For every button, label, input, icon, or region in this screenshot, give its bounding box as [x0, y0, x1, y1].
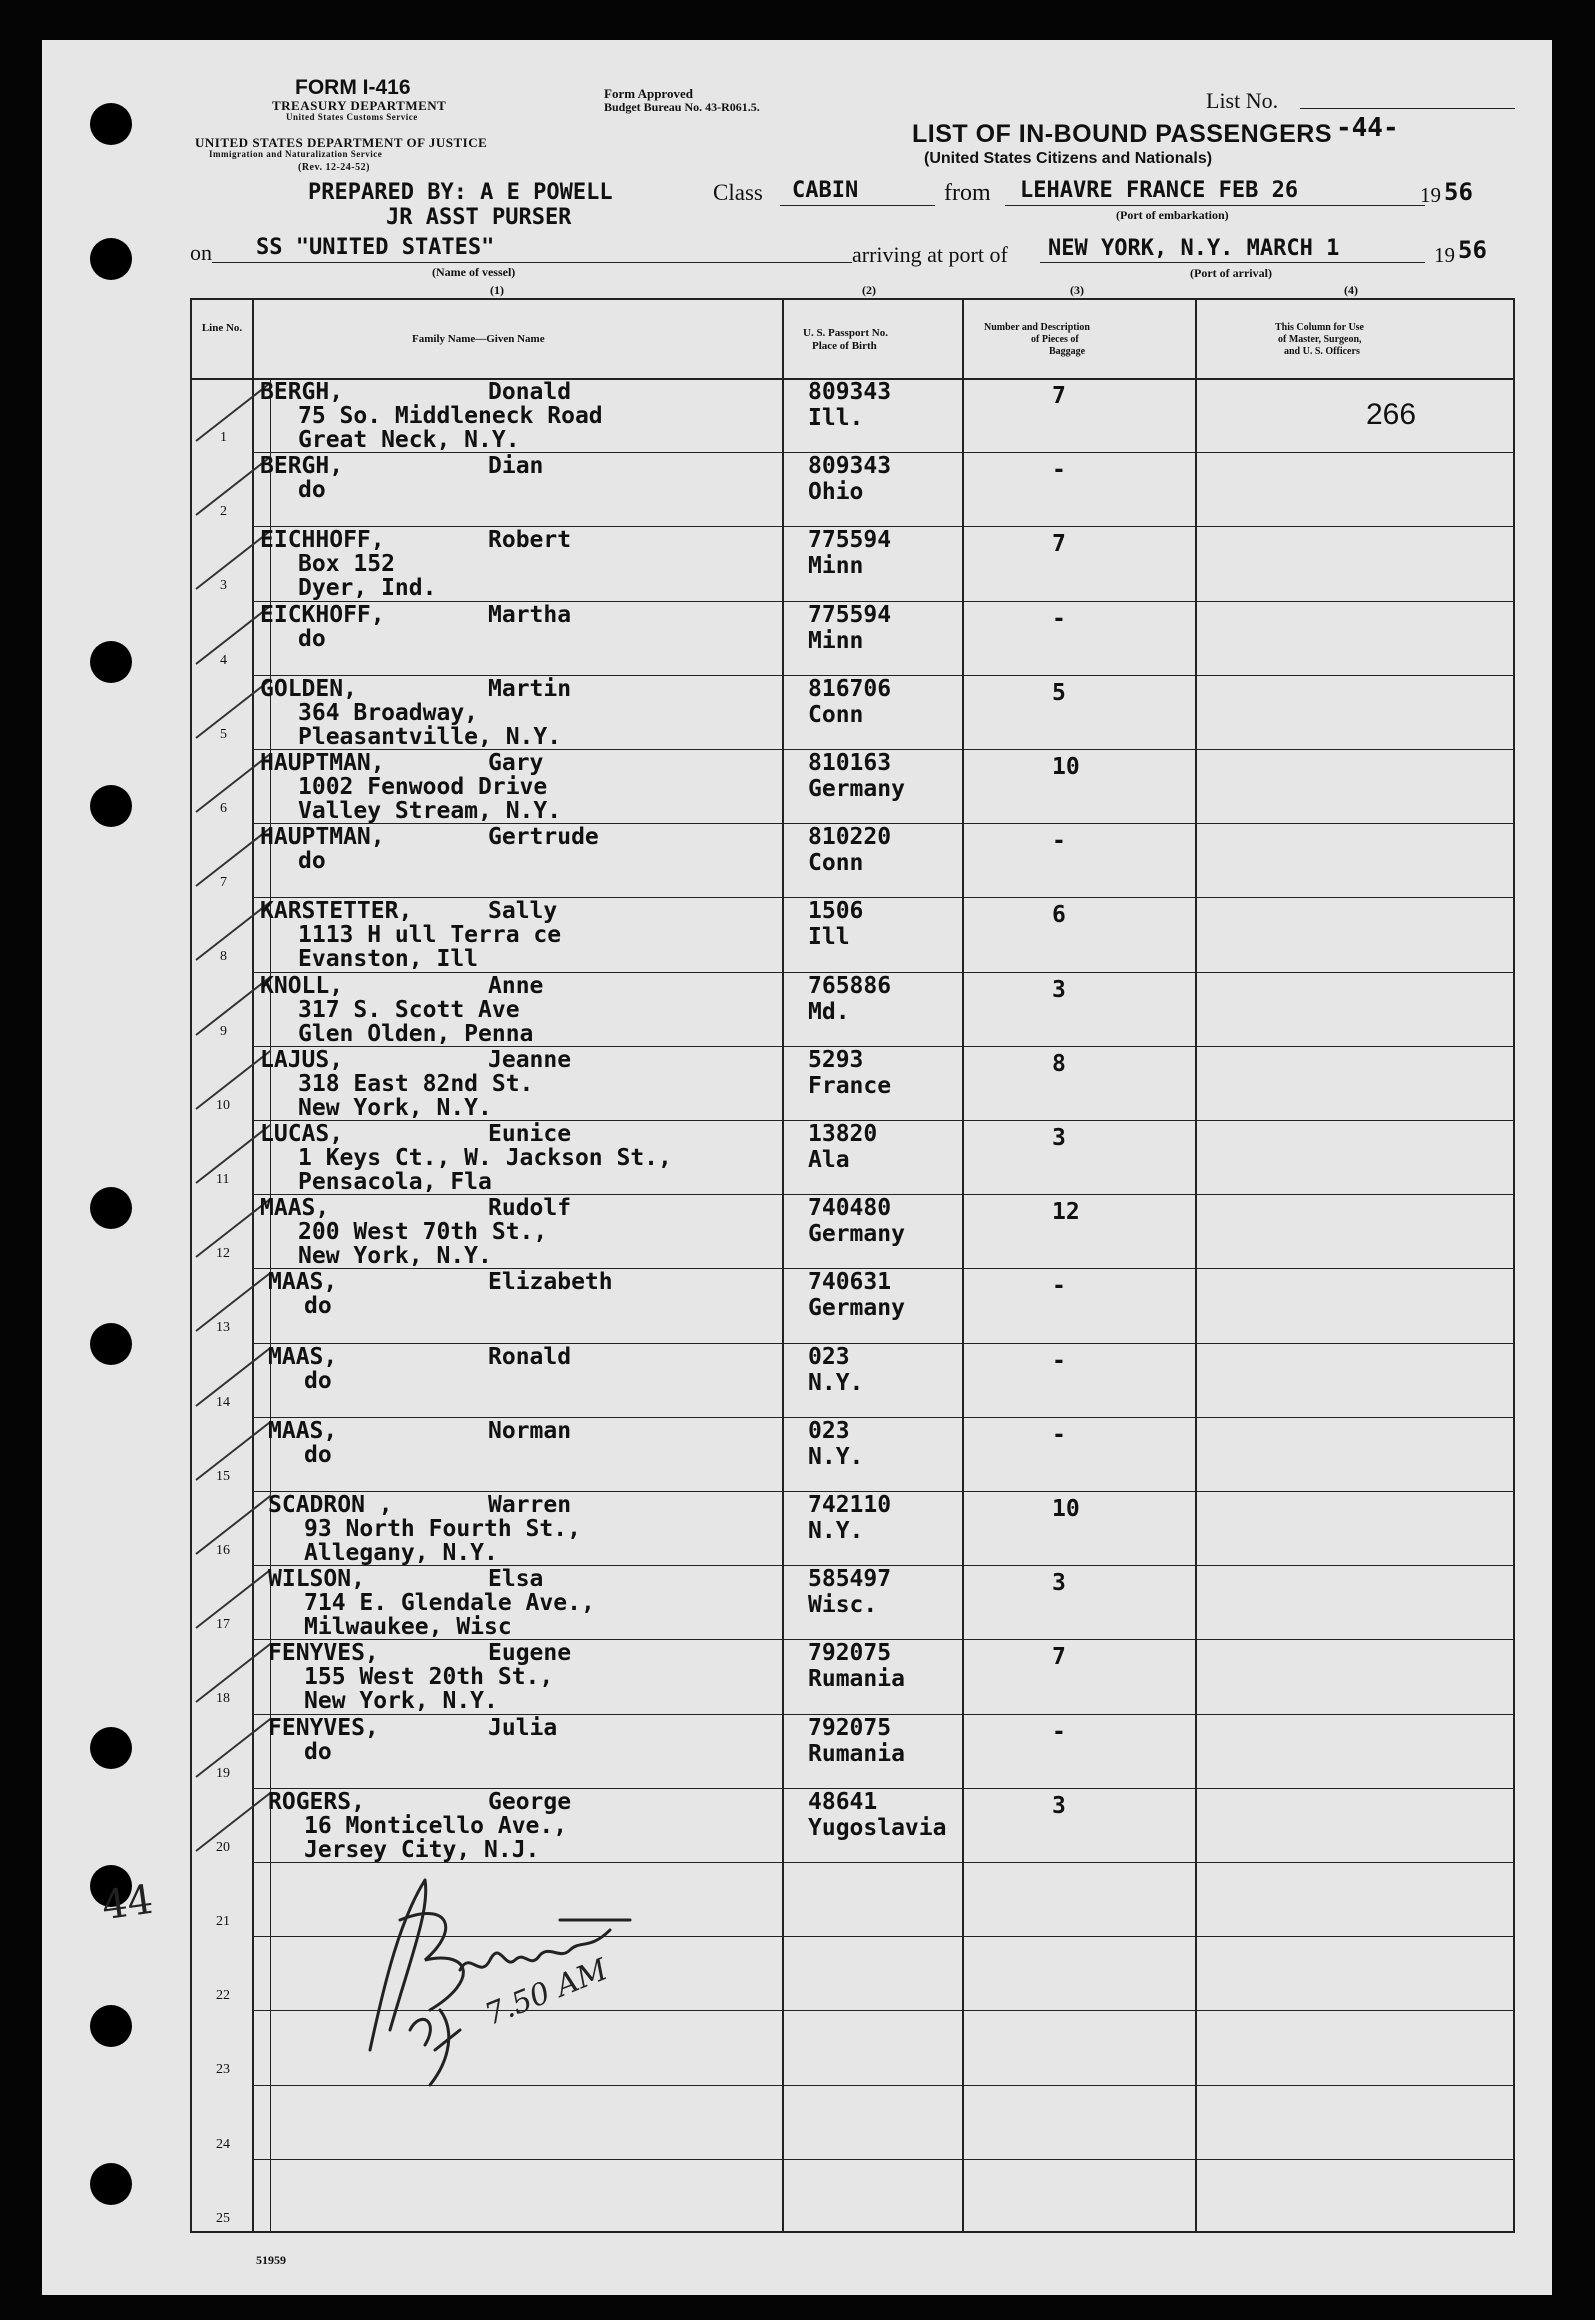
- given-name: Elizabeth: [488, 1269, 613, 1296]
- row-rule: [252, 2159, 1515, 2160]
- arrival-rule: [1040, 262, 1425, 263]
- address-line-1: 155 West 20th St.,: [304, 1664, 554, 1691]
- form-title: LIST OF IN-BOUND PASSENGERS: [912, 120, 1333, 148]
- arrival-year-prefix: 19: [1434, 243, 1455, 267]
- col-header-passport-1: U. S. Passport No.: [803, 327, 888, 339]
- place-of-birth: Minn: [808, 553, 864, 580]
- col-header-passport-2: Place of Birth: [812, 340, 877, 352]
- line-number: 9: [220, 1023, 227, 1039]
- family-name: MAAS,: [268, 1343, 338, 1370]
- family-name: ROGERS,: [268, 1788, 365, 1815]
- arrival-port: NEW YORK, N.Y. MARCH 1: [1048, 236, 1340, 261]
- address-line-1: 1113 H ull Terra ce: [298, 922, 562, 949]
- signature-time: 7.50 AM: [480, 1952, 613, 2033]
- punch-hole: [90, 1187, 132, 1229]
- col-number-1: (1): [490, 283, 504, 297]
- col-divider-baggage: [1195, 298, 1197, 2233]
- line-number: 21: [216, 1914, 230, 1929]
- passport-number: 740480: [808, 1195, 892, 1222]
- line-number: 22: [216, 1988, 230, 2004]
- given-name: Norman: [488, 1417, 572, 1444]
- officer-signature: [330, 1860, 730, 2090]
- line-number: 18: [216, 1691, 230, 1707]
- baggage-count: 3: [1052, 1570, 1066, 1597]
- line-number: 1: [220, 430, 227, 445]
- family-name: FENYVES,: [268, 1714, 379, 1741]
- dept-customs: United States Customs Service: [286, 112, 418, 122]
- line-number: 7: [220, 875, 227, 891]
- passport-number: 585497: [808, 1566, 892, 1593]
- baggage-count: 7: [1052, 383, 1066, 409]
- address-line-2: Evanston, Ill: [298, 946, 479, 973]
- list-no-rule: [1300, 108, 1515, 109]
- form-subtitle: (United States Citizens and Nationals): [924, 150, 1213, 167]
- address-line-1: 200 West 70th St.,: [298, 1219, 548, 1246]
- address-line-1: 16 Monticello Ave.,: [304, 1812, 568, 1839]
- line-number: 3: [220, 578, 227, 594]
- col-divider-line-inner: [270, 378, 271, 2233]
- address-line-1: do: [304, 1293, 332, 1320]
- given-name: Elsa: [488, 1566, 544, 1593]
- line-number: 24: [216, 2136, 230, 2152]
- punch-hole: [90, 2163, 132, 2205]
- col-header-officers-3: and U. S. Officers: [1284, 346, 1360, 357]
- baggage-count: 6: [1052, 902, 1066, 929]
- passport-number: 48641: [808, 1788, 878, 1815]
- line-number: 12: [216, 1246, 230, 1262]
- passport-number: 740631: [808, 1269, 892, 1296]
- punch-hole: [90, 1323, 132, 1365]
- address-line-1: do: [304, 1367, 332, 1394]
- line-number: 11: [216, 1172, 230, 1187]
- baggage-count: -: [1052, 457, 1066, 484]
- line-number: 15: [216, 1468, 230, 1484]
- passport-number: 1506: [808, 898, 864, 925]
- passport-number: 775594: [808, 601, 892, 628]
- baggage-count: -: [1052, 828, 1066, 855]
- passport-number: 765886: [808, 972, 892, 999]
- baggage-count: -: [1052, 1421, 1066, 1448]
- place-of-birth: Germany: [808, 776, 905, 802]
- given-name: Martin: [488, 675, 572, 702]
- place-of-birth: N.Y.: [808, 1443, 864, 1470]
- line-number: 17: [216, 1617, 230, 1633]
- line-number: 10: [216, 1097, 230, 1113]
- baggage-count: 8: [1052, 1050, 1066, 1077]
- passport-number: 792075: [808, 1640, 892, 1667]
- address-line-2: Great Neck, N.Y.: [298, 427, 520, 453]
- line-number: 16: [216, 1543, 230, 1558]
- place-of-birth: Rumania: [808, 1740, 905, 1767]
- col-header-line-no: [198, 322, 246, 334]
- place-of-birth: Yugoslavia: [808, 1814, 947, 1841]
- family-name: MAAS,: [268, 1417, 338, 1444]
- row-rule: [252, 1788, 1515, 1789]
- family-name: HAUPTMAN,: [260, 750, 385, 776]
- place-of-birth: Ala: [808, 1147, 850, 1173]
- vessel-caption: (Name of vessel): [432, 265, 516, 279]
- line-number: 20: [216, 1839, 230, 1855]
- col-number-4: (4): [1344, 283, 1358, 297]
- family-name: SCADRON ,: [268, 1492, 393, 1518]
- place-of-birth: France: [808, 1072, 892, 1099]
- place-of-birth: Ohio: [808, 479, 864, 506]
- passport-number: 792075: [808, 1714, 892, 1741]
- family-name: BERGH,: [260, 379, 344, 405]
- given-name: George: [488, 1788, 572, 1815]
- given-name: Eunice: [488, 1121, 572, 1147]
- line-number: 4: [220, 652, 227, 668]
- family-name: MAAS,: [260, 1195, 330, 1222]
- line-number: 19: [216, 1765, 230, 1781]
- passport-number: 5293: [808, 1046, 864, 1073]
- baggage-count: -: [1052, 1273, 1066, 1300]
- passport-number: 810163: [808, 750, 892, 776]
- baggage-count: -: [1052, 605, 1066, 632]
- officer-note: 266: [1366, 398, 1417, 431]
- form-number: FORM I-416: [295, 76, 411, 99]
- vessel-rule: [212, 262, 852, 263]
- address-line-1: 317 S. Scott Ave: [298, 996, 520, 1023]
- port-of-embarkation-caption: (Port of embarkation): [1116, 208, 1229, 222]
- form-revision: (Rev. 12-24-52): [298, 162, 370, 173]
- address-line-1: 1 Keys Ct., W. Jackson St.,: [298, 1145, 672, 1171]
- given-name: Jeanne: [488, 1046, 572, 1073]
- col-divider-name: [782, 298, 784, 2233]
- punch-hole: [90, 238, 132, 280]
- place-of-birth: Rumania: [808, 1666, 905, 1693]
- col-header-baggage-1: Number and Description: [984, 322, 1090, 333]
- address-line-2: New York, N.Y.: [298, 1094, 492, 1121]
- address-line-1: do: [304, 1441, 332, 1468]
- col-divider-passport: [962, 298, 964, 2233]
- passport-number: 775594: [808, 527, 892, 554]
- arrival-year: 56: [1458, 236, 1487, 264]
- baggage-count: 3: [1052, 976, 1066, 1003]
- address-line-1: Box 152: [298, 551, 395, 578]
- address-line-1: do: [304, 1738, 332, 1765]
- given-name: Dian: [488, 453, 544, 480]
- address-line-2: Dyer, Ind.: [298, 575, 437, 602]
- from-year-prefix: 19: [1420, 183, 1441, 207]
- line-number: 25: [216, 2210, 230, 2226]
- line-number: 6: [220, 801, 227, 816]
- col-header-baggage-3: Baggage: [1049, 346, 1086, 357]
- family-name: GOLDEN,: [260, 675, 357, 702]
- place-of-birth: Conn: [808, 701, 864, 728]
- address-line-1: 75 So. Middleneck Road: [298, 403, 603, 429]
- line-number: 2: [220, 504, 227, 520]
- line-number: 14: [216, 1394, 230, 1410]
- family-name: LAJUS,: [260, 1046, 344, 1073]
- baggage-count: -: [1052, 1718, 1066, 1745]
- given-name: Warren: [488, 1492, 572, 1518]
- col-header-name: Family Name—Given Name: [412, 333, 545, 345]
- family-name: HAUPTMAN,: [260, 824, 385, 851]
- vessel-name: SS "UNITED STATES": [256, 235, 495, 260]
- from-label: from: [944, 180, 991, 206]
- class-rule: [780, 205, 935, 206]
- class-label: Class: [713, 180, 763, 205]
- given-name: Martha: [488, 601, 572, 628]
- given-name: Donald: [488, 379, 572, 405]
- punch-hole: [90, 1727, 132, 1769]
- family-name: BERGH,: [260, 453, 344, 480]
- place-of-birth: Conn: [808, 850, 864, 877]
- col-number-3: (3): [1070, 283, 1084, 297]
- baggage-count: 3: [1052, 1125, 1066, 1151]
- row-rule: [252, 1046, 1515, 1047]
- address-line-2: New York, N.Y.: [298, 1243, 492, 1270]
- given-name: Robert: [488, 527, 572, 554]
- address-line-2: Pensacola, Fla: [298, 1169, 492, 1195]
- col-number-2: (2): [862, 283, 876, 297]
- margin-note: 44: [99, 1876, 156, 1930]
- place-of-birth: Md.: [808, 998, 850, 1025]
- port-of-arrival-caption: (Port of arrival): [1190, 266, 1272, 280]
- col-header-baggage-2: of Pieces of: [1031, 334, 1079, 345]
- line-number: 13: [216, 1320, 230, 1336]
- place-of-birth: Germany: [808, 1295, 905, 1322]
- place-of-birth: N.Y.: [808, 1518, 864, 1544]
- baggage-count: 12: [1052, 1199, 1080, 1226]
- passport-number: 13820: [808, 1121, 878, 1147]
- line-number: 23: [216, 2062, 230, 2078]
- passport-number: 809343: [808, 453, 892, 480]
- on-label: on: [190, 240, 212, 265]
- place-of-birth: N.Y.: [808, 1369, 864, 1396]
- address-line-1: do: [298, 625, 326, 652]
- passport-number: 810220: [808, 824, 892, 851]
- baggage-count: 5: [1052, 679, 1066, 706]
- family-name: KARSTETTER,: [260, 898, 413, 925]
- place-of-birth: Germany: [808, 1221, 905, 1248]
- row-rule: [252, 1417, 1515, 1418]
- passport-number: 023: [808, 1343, 850, 1370]
- dept-treasury: TREASURY DEPARTMENT: [272, 98, 447, 113]
- given-name: Gertrude: [488, 824, 599, 851]
- punch-hole: [90, 785, 132, 827]
- address-line-2: Glen Olden, Penna: [298, 1020, 534, 1047]
- baggage-count: -: [1052, 1347, 1066, 1374]
- address-line-1: 93 North Fourth St.,: [304, 1516, 581, 1542]
- col-header-officers-1: This Column for Use: [1275, 322, 1364, 333]
- punch-hole: [90, 103, 132, 145]
- baggage-count: 7: [1052, 1644, 1066, 1671]
- address-line-1: 714 E. Glendale Ave.,: [304, 1590, 595, 1617]
- prepared-by: PREPARED BY: A E POWELL: [308, 180, 613, 205]
- line-number: 5: [220, 726, 227, 742]
- row-rule: [252, 897, 1515, 898]
- class-value: CABIN: [792, 178, 859, 203]
- footer-code: 51959: [256, 2253, 286, 2267]
- passport-number: 809343: [808, 379, 892, 405]
- given-name: Julia: [488, 1714, 558, 1741]
- address-line-2: Allegany, N.Y.: [304, 1540, 498, 1566]
- given-name: Eugene: [488, 1640, 572, 1667]
- address-line-1: 318 East 82nd St.: [298, 1070, 534, 1097]
- address-line-2: Jersey City, N.J.: [304, 1836, 540, 1863]
- address-line-1: do: [298, 477, 326, 504]
- dept-justice: UNITED STATES DEPARTMENT OF JUSTICE: [195, 135, 488, 150]
- baggage-count: 10: [1052, 754, 1080, 780]
- list-no-label: List No.: [1206, 88, 1279, 113]
- family-name: MAAS,: [268, 1269, 338, 1296]
- address-line-2: New York, N.Y.: [304, 1688, 498, 1715]
- given-name: Rudolf: [488, 1195, 572, 1222]
- dept-immigration: Immigration and Naturalization Service: [209, 149, 383, 159]
- row-rule: [252, 1343, 1515, 1344]
- approval-line-1: Form Approved: [604, 86, 693, 101]
- passport-number: 023: [808, 1417, 850, 1444]
- family-name: EICKHOFF,: [260, 601, 385, 628]
- address-line-2: Milwaukee, Wisc: [304, 1614, 512, 1641]
- from-rule: [1005, 205, 1425, 206]
- line-number: 8: [220, 949, 227, 965]
- address-line-2: Pleasantville, N.Y.: [298, 723, 562, 750]
- col-header-officers-2: of Master, Surgeon,: [1278, 334, 1362, 345]
- given-name: Ronald: [488, 1343, 572, 1370]
- place-of-birth: Wisc.: [808, 1592, 878, 1619]
- given-name: Anne: [488, 972, 544, 999]
- punch-hole: [90, 2005, 132, 2047]
- address-line-1: do: [298, 848, 326, 875]
- given-name: Gary: [488, 750, 544, 776]
- address-line-2: Valley Stream, N.Y.: [298, 798, 562, 824]
- col-header-line-no-text: Line No.: [201, 322, 243, 334]
- approval-line-2: Budget Bureau No. 43-R061.5.: [604, 100, 760, 114]
- punch-hole: [90, 641, 132, 683]
- family-name: FENYVES,: [268, 1640, 379, 1667]
- family-name: WILSON,: [268, 1566, 365, 1593]
- from-year: 56: [1444, 178, 1473, 206]
- family-name: EICHHOFF,: [260, 527, 385, 554]
- from-value: LEHAVRE FRANCE FEB 26: [1020, 178, 1299, 203]
- address-line-1: 1002 Fenwood Drive: [298, 774, 548, 800]
- address-line-1: 364 Broadway,: [298, 699, 479, 726]
- family-name: KNOLL,: [260, 972, 344, 999]
- col-divider-line: [252, 298, 254, 2233]
- given-name: Sally: [488, 898, 558, 925]
- baggage-count: 10: [1052, 1496, 1080, 1522]
- arriving-label: arriving at port of: [852, 242, 1008, 267]
- list-no-value: -44-: [1336, 113, 1399, 143]
- passport-number: 742110: [808, 1492, 892, 1518]
- passport-number: 816706: [808, 675, 892, 702]
- prepared-by-title: JR ASST PURSER: [386, 205, 572, 230]
- place-of-birth: Ill.: [808, 405, 864, 431]
- place-of-birth: Ill: [808, 924, 850, 951]
- baggage-count: 3: [1052, 1792, 1066, 1819]
- family-name: LUCAS,: [260, 1121, 344, 1147]
- baggage-count: 7: [1052, 531, 1066, 558]
- row-rule: [252, 1120, 1515, 1121]
- place-of-birth: Minn: [808, 627, 864, 654]
